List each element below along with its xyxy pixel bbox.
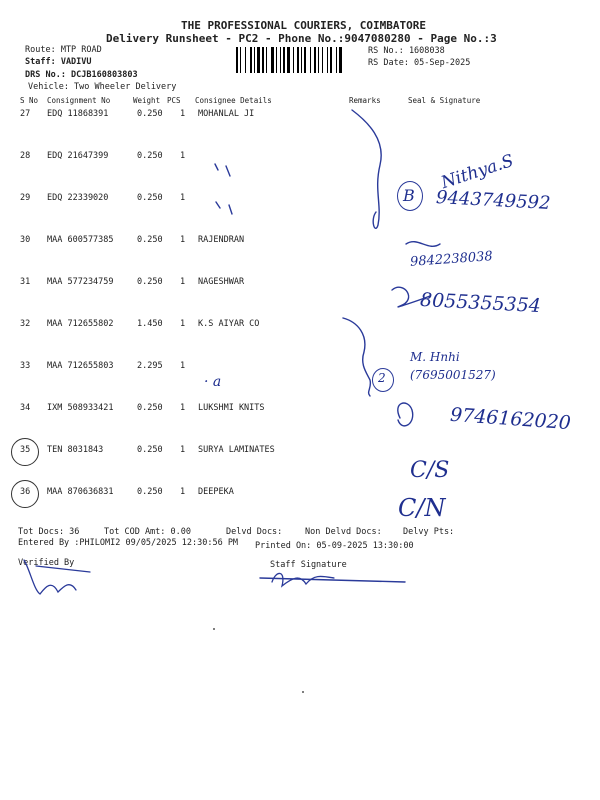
row-sno: 27 (20, 109, 31, 119)
col-weight: Weight (133, 96, 161, 105)
row-consignee-name: DEEPEKA (198, 487, 234, 497)
row-29-phone: 9443749592 (435, 187, 552, 214)
staff-signature (272, 573, 334, 586)
col-consignment: Consignment No (47, 96, 111, 105)
delivered-docs: Delvd Docs: (226, 527, 283, 537)
row-33-mark: · a (204, 374, 222, 390)
row-34-phone: 9746162020 (449, 403, 572, 435)
row-sno: 31 (20, 277, 31, 287)
row-pcs: 1 (180, 403, 186, 413)
row-sno: 30 (20, 235, 31, 245)
row-weight: 2.295 (137, 361, 163, 371)
rs-number: RS No.: 1608038 (368, 46, 445, 56)
row-weight: 0.250 (137, 487, 163, 497)
row-consignee-name: SURYA LAMINATES (198, 445, 275, 455)
row-36-note: C/N (398, 494, 446, 522)
col-seal-signature: Seal & Signature (408, 96, 481, 105)
row-sno: 29 (20, 193, 31, 203)
verified-by-label: Verified By (18, 558, 75, 568)
row-consignment-no: EDQ 11868391 (47, 109, 109, 119)
row-consignee-name: MOHANLAL JI (198, 109, 255, 119)
row-33-phone: (7695001527) (410, 368, 496, 382)
row-consignment-no: MAA 712655803 (47, 361, 114, 371)
row-weight: 0.250 (137, 403, 163, 413)
row-weight: 1.450 (137, 319, 163, 329)
row-consignee-name: LUKSHMI KNITS (198, 403, 265, 413)
col-remarks: Remarks (349, 96, 381, 105)
row-pcs: 1 (180, 151, 186, 161)
row-27-signature-name: Nithya.S (438, 150, 517, 194)
route-label: Route: MTP ROAD (25, 45, 102, 55)
row-consignment-no: MAA 577234759 (47, 277, 114, 287)
total-docs: Tot Docs: 36 (18, 527, 80, 537)
row-weight: 0.250 (137, 235, 163, 245)
runsheet-title: Delivery Runsheet - PC2 - Phone No.:9047080280 - Page No.:3 (106, 32, 497, 45)
row-29-circle-label: B (403, 186, 415, 205)
col-sno: S No (20, 96, 39, 105)
row-pcs: 1 (180, 109, 186, 119)
delivery-points: Delvy Pts: (403, 527, 455, 537)
row-sno: 33 (20, 361, 31, 371)
verified-signature (24, 560, 90, 594)
printed-on: Printed On: 05-09-2025 13:30:00 (255, 541, 414, 551)
row-consignment-no: MAA 600577385 (47, 235, 114, 245)
row-consignment-no: IXM 508933421 (47, 403, 114, 413)
row-consignment-no: TEN 8031843 (47, 445, 104, 455)
row-weight: 0.250 (137, 151, 163, 161)
rs-date: RS Date: 05-Sep-2025 (368, 58, 471, 68)
row-33-circle-label: 2 (378, 371, 386, 385)
row-weight: 0.250 (137, 109, 163, 119)
row-consignee-name: RAJENDRAN (198, 235, 245, 245)
row-consignment-no: EDQ 21647399 (47, 151, 109, 161)
row-consignee-name: K.S AIYAR CO (198, 319, 260, 329)
vehicle-label: Vehicle: Two Wheeler Delivery (28, 82, 177, 92)
row-31-phone: 8055355354 (419, 288, 542, 318)
row-weight: 0.250 (137, 193, 163, 203)
scan-dot (213, 628, 215, 630)
row-35-note: C/S (410, 458, 450, 483)
row-weight: 0.250 (137, 277, 163, 287)
row-sno: 32 (20, 319, 31, 329)
row-pcs: 1 (180, 445, 186, 455)
row-consignment-no: EDQ 22339020 (47, 193, 109, 203)
row-weight: 0.250 (137, 445, 163, 455)
entered-by: Entered By :PHILOMI2 09/05/2025 12:30:56 PM (18, 538, 239, 548)
row-pcs: 1 (180, 361, 186, 371)
total-cod-amount: Tot COD Amt: 0.00 (104, 527, 191, 537)
staff-label: Staff: VADIVU (25, 57, 92, 67)
row-consignment-no: MAA 870636831 (47, 487, 114, 497)
row-sno: 36 (20, 487, 31, 497)
col-consignee: Consignee Details (195, 96, 272, 105)
row-pcs: 1 (180, 487, 186, 497)
row-pcs: 1 (180, 235, 186, 245)
col-pcs: PCS (167, 96, 181, 105)
row-30-phone: 9842238038 (409, 249, 494, 270)
drs-label: DRS No.: DCJB160803803 (25, 70, 138, 80)
staff-signature-label: Staff Signature (270, 560, 347, 570)
scan-dot (302, 691, 304, 693)
row-consignment-no: MAA 712655802 (47, 319, 114, 329)
row-consignee-name: NAGESHWAR (198, 277, 245, 287)
non-delivered-docs: Non Delvd Docs: (305, 527, 382, 537)
row-sno: 34 (20, 403, 31, 413)
row-sno: 35 (20, 445, 31, 455)
row-pcs: 1 (180, 277, 186, 287)
row-33-signature-name: M. Hnhi (410, 350, 460, 364)
row-sno: 28 (20, 151, 31, 161)
row-pcs: 1 (180, 193, 186, 203)
row-pcs: 1 (180, 319, 186, 329)
company-title: THE PROFESSIONAL COURIERS, COIMBATORE (181, 19, 427, 32)
